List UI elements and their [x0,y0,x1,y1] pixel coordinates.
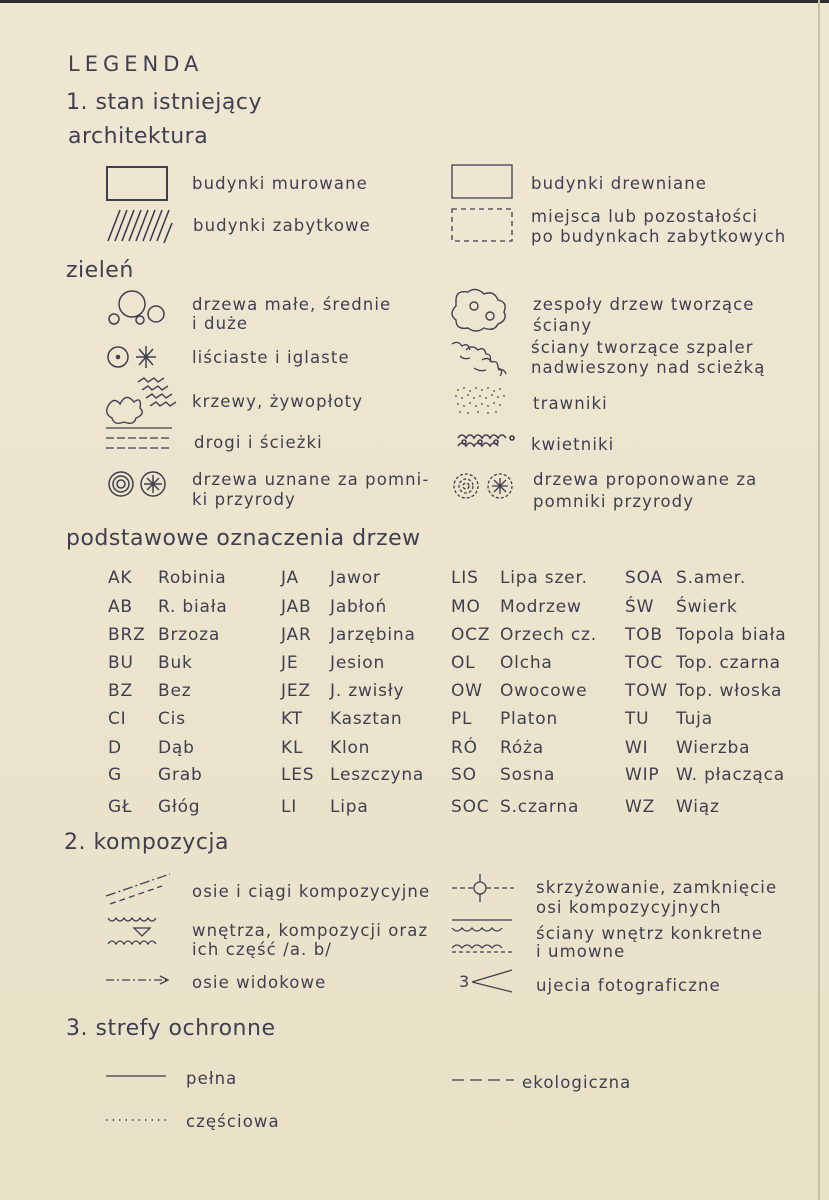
tree-groups-wall-icon [452,289,505,331]
right-edge [818,0,820,1200]
tree-code: WI [625,738,649,758]
composition-symbols-left [100,868,190,998]
label-proponowane-line1: drzewa proponowane za [533,470,758,489]
architecture-symbols-right [446,163,526,249]
tree-name: Jesion [330,653,386,673]
tree-code: JAB [281,597,312,617]
section3-heading: 3. strefy ochronne [66,1016,276,1041]
tree-name: Głóg [158,797,201,817]
label-kwietniki: kwietniki [531,435,615,454]
label-budynki-drewniane: budynki drewniane [531,174,708,193]
tree-name: S.amer. [676,568,747,588]
tree-code: CI [108,709,127,729]
tree-name: Owocowe [500,681,588,701]
label-sciany-line1: ściany tworzące szpaler [531,338,754,357]
hatched-lines-icon [108,210,172,243]
tree-code: JEZ [281,681,311,701]
interior-composition-icon [108,918,156,944]
tree-code: MO [451,597,481,617]
interior-walls-icon [452,920,512,952]
label-czesciowa: częściowa [186,1112,280,1131]
label-ujecia: ujecia fotograficzne [536,976,721,995]
tree-code: BZ [108,681,133,701]
photo-angle-icon [472,970,512,992]
tree-name: Robinia [158,568,227,588]
tree-code: PL [451,709,473,729]
photo-angle-number: 3 [459,972,471,991]
tree-name: Top. czarna [676,653,781,673]
label-miejsca-line2: po budynkach zabytkowych [531,227,787,246]
tree-code: D [108,738,122,758]
label-sciany-line2: nadwieszony nad scieżką [531,358,766,377]
axis-lines-icon [106,874,170,904]
label-osie-widokowe: osie widokowe [192,973,327,992]
label-wnetrza-line2: ich część /a. b/ [192,940,332,959]
greenery-symbols-right [444,286,530,516]
lawn-dots-icon [455,387,505,414]
tree-circles-icon [109,291,164,324]
section1-heading: 1. stan istniejący [66,90,262,115]
tree-code: LI [281,797,298,817]
tree-name: Top. włoska [676,681,783,701]
tree-name: J. zwisły [330,681,405,701]
tree-code: AK [108,568,133,588]
tree-code: WIP [625,765,660,785]
tree-name: Kasztan [330,709,403,729]
tree-code: SO [451,765,477,785]
tree-name: Modrzew [500,597,582,617]
tree-name: Klon [330,738,371,758]
section2-heading: 2. kompozycja [64,830,230,855]
tree-code: AB [108,597,133,617]
tree-name: Platon [500,709,559,729]
tree-name: Świerk [676,597,738,617]
tree-codes-heading: podstawowe oznaczenia drzew [66,526,421,551]
tree-code: OW [451,681,483,701]
label-sciany-wnetrz-line1: ściany wnętrz konkretne [536,924,764,943]
solid-rectangle-icon [107,167,167,200]
label-proponowane-line2: pomniki przyrody [533,492,695,511]
tree-name: Lipa szer. [500,568,588,588]
tree-name: R. biała [158,597,228,617]
tree-code: KT [281,709,303,729]
tree-code: ŚW [625,597,655,617]
tree-row-wall-icon [452,342,506,376]
tree-code: SOA [625,568,663,588]
label-miejsca-line1: miejsca lub pozostałości [531,207,759,226]
tree-name: Sosna [500,765,556,785]
tree-code: TU [625,709,650,729]
flowerbed-icon [458,435,514,446]
top-border [0,0,829,3]
zielen-heading: zieleń [66,258,134,283]
tree-name: Brzoza [158,625,221,645]
proposed-monument-trees-icon [454,474,512,498]
tree-name: Róża [500,738,544,758]
zone-symbols-right [448,1070,524,1090]
greenery-symbols-left [100,286,190,516]
shrubs-hedge-icon [107,378,176,423]
label-drzewa-line1: drzewa małe, średnie [192,295,392,314]
tree-code: TOW [625,681,668,701]
tree-name: Grab [158,765,203,785]
tree-code: OL [451,653,476,673]
label-wnetrza-line1: wnętrza, kompozycji oraz [192,921,429,940]
tree-name: Topola biała [676,625,787,645]
tree-name: Leszczyna [330,765,425,785]
tree-code: KL [281,738,304,758]
tree-code: JE [281,653,299,673]
label-pomniki-line2: ki przyrody [192,490,296,509]
tree-code: BRZ [108,625,146,645]
label-drzewa-line2: i duże [192,314,249,333]
tree-name: Wiąz [676,797,720,817]
tree-name: Jabłoń [330,597,388,617]
tree-code: TOC [625,653,664,673]
tree-name: Dąb [158,738,195,758]
dashed-rectangle-icon [452,209,512,241]
tree-code: JA [281,568,299,588]
label-budynki-zabytkowe: budynki zabytkowe [193,216,371,235]
rectangle-icon [452,165,512,198]
label-ekologiczna: ekologiczna [522,1073,632,1092]
legend-title: LEGENDA [68,52,204,76]
label-zespoly-line2: ściany [533,316,593,335]
label-krzewy: krzewy, żywopłoty [192,392,364,411]
tree-code: BU [108,653,134,673]
label-drogi: drogi i ścieżki [194,433,323,452]
tree-code: G [108,765,122,785]
tree-name: W. płacząca [676,765,785,785]
tree-name: Olcha [500,653,553,673]
label-osie-ciagi: osie i ciągi kompozycyjne [192,882,431,901]
view-axis-arrow-icon [106,976,168,984]
label-trawniki: trawniki [533,394,608,413]
label-zespoly-line1: zespoły drzew tworzące [533,295,755,314]
tree-name: Buk [158,653,193,673]
tree-name: Bez [158,681,192,701]
tree-code: RÓ [451,738,478,758]
tree-name: Orzech cz. [500,625,597,645]
tree-code: LES [281,765,315,785]
tree-code: GŁ [108,797,133,817]
deciduous-conifer-icon [108,346,156,368]
label-pelna: pełna [186,1069,238,1088]
zone-symbols-left [100,1066,180,1126]
tree-code: JAR [281,625,312,645]
architektura-heading: architektura [68,124,209,149]
label-pomniki-line1: drzewa uznane za pomni- [192,470,430,489]
tree-name: Cis [158,709,186,729]
tree-code: TOB [625,625,663,645]
roads-paths-icon [106,428,172,448]
monument-trees-icon [109,472,165,496]
architecture-symbols [100,163,180,249]
tree-code: OCZ [451,625,491,645]
label-lisciaste: liściaste i iglaste [192,348,350,367]
tree-name: Jarzębina [330,625,416,645]
label-budynki-murowane: budynki murowane [192,174,368,193]
tree-code: LIS [451,568,479,588]
tree-code: SOC [451,797,490,817]
tree-name: S.czarna [500,797,580,817]
axis-crossing-icon [452,874,514,902]
tree-code: WZ [625,797,656,817]
label-skrzyzowanie-line2: osi kompozycyjnych [536,898,722,917]
tree-name: Jawor [330,568,381,588]
label-skrzyzowanie-line1: skrzyżowanie, zamknięcie [536,878,778,897]
tree-name: Tuja [676,709,713,729]
tree-name: Wierzba [676,738,751,758]
label-sciany-wnetrz-line2: i umowne [536,942,626,961]
tree-name: Lipa [330,797,369,817]
